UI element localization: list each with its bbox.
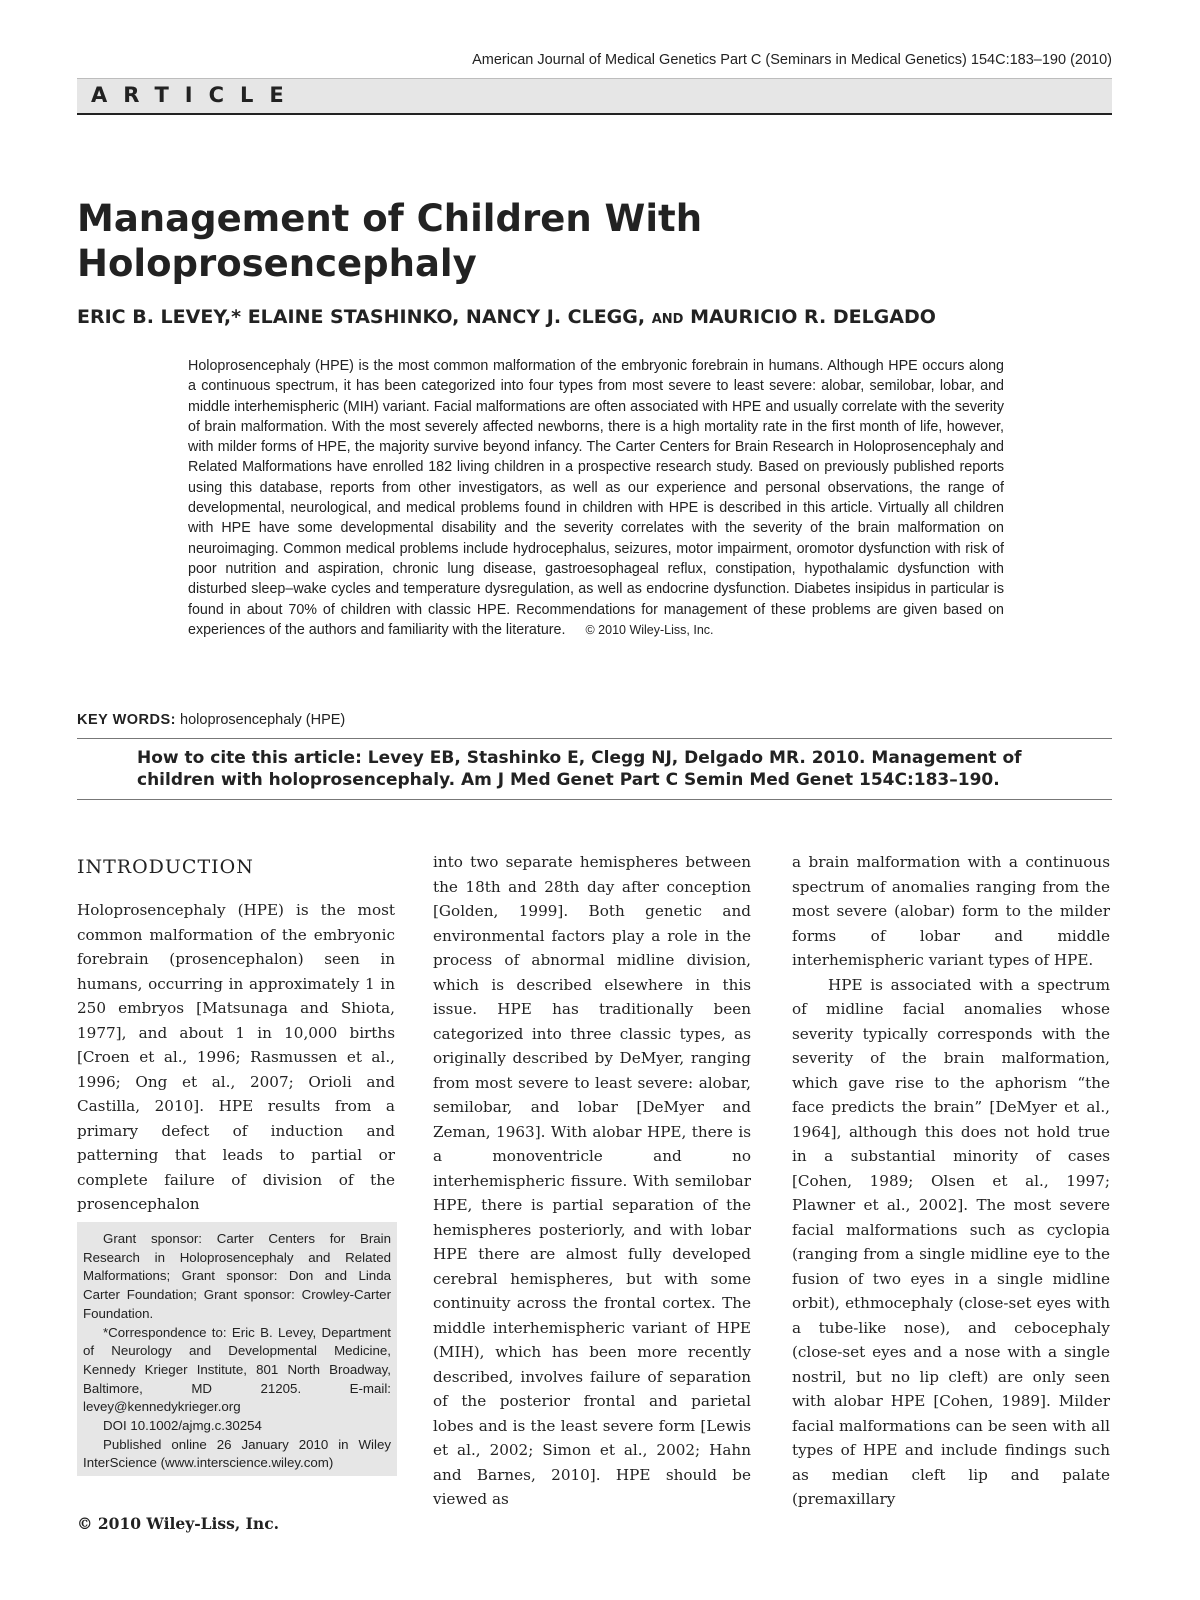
authors-and: AND	[651, 312, 684, 327]
authors-part-1: ERIC B. LEVEY,* ELAINE STASHINKO, NANCY J. CLEGG,	[77, 306, 646, 328]
footnote-correspondence: *Correspondence to: Eric B. Levey, Department of Neurology and Developmental Medicine, Kennedy Krieger Institute, 801 North Broadway, Baltimore, MD 21205. E-mail: levey@kennedykrieger.org	[83, 1324, 391, 1415]
footnote-box	[77, 1222, 397, 1476]
body-paragraph: into two separate hemispheres between the 18th and 28th day after conception [Golden, 1999]. Both genetic and environmental factors play a role in the process of abnormal midline division, which is described elsewhere in this issue. HPE has traditionally been categorized into three classic types, as originally described by DeMyer, ranging from most severe to least severe: alobar, semilobar, and lobar [DeMyer and Zeman, 1963]. With alobar HPE, there is a monoventricle and no interhemispheric fissure. With semilobar HPE, there is partial separation of the hemispheres posteriorly, and with lobar HPE there are almost fully developed cerebral hemispheres, but with some continuity across the frontal cortex. The middle interhemispheric variant of HPE (MIH), which has been more recently described, involves failure of separation of the posterior frontal and parietal lobes and is the least severe form [Lewis et al., 2002; Simon et al., 2002; Hahn and Barnes, 2010]. HPE should be viewed as	[433, 853, 751, 1508]
footnote-doi: DOI 10.1002/ajmg.c.30254	[103, 1418, 262, 1434]
footnote-published: Published online 26 January 2010 in Wiley InterScience (www.interscience.wiley.com)	[83, 1436, 391, 1471]
body-column-3	[792, 850, 1110, 1512]
abstract-copyright: © 2010 Wiley-Liss, Inc.	[585, 622, 714, 637]
article-type-bar	[77, 78, 1112, 115]
citation-text: How to cite this article: Levey EB, Stashinko E, Clegg NJ, Delgado MR. 2010. Management of children with holoprosencephaly. Am J Med Genet Part C Semin Med Genet 154C:183–190.	[137, 748, 1022, 790]
authors-part-2: MAURICIO R. DELGADO	[690, 306, 936, 328]
body-column-2	[433, 850, 751, 1512]
abstract-text: Holoprosencephaly (HPE) is the most common malformation of the embryonic forebrain in humans. Although HPE occurs along a continuous spectrum, it has been categorized into four types from most severe to least severe: alobar, semilobar, lobar, and middle interhemispheric (MIH) variant. Facial malformations are often associated with HPE and usually correlate with the severity of brain malformation. With the most severely affected newborns, there is a high mortality rate in the first month of life, however, with milder forms of HPE, the majority survive beyond infancy. The Carter Centers for Brain Research in Holoprosencephaly and Related Malformations have enrolled 182 living children in a prospective research study. Based on previously published reports using this database, reports from other investigators, as well as our experience and personal observations, the range of developmental, neurological, and medical problems found in children with HPE is described in this article. Virtually all children with HPE have some developmental disability and the severity correlates with the severity of the brain malformation on neuroimaging. Common medical problems include hydrocephalus, seizures, motor impairment, oromotor dysfunction with risk of poor nutrition and aspiration, chronic lung disease, gastroesophageal reflux, constipation, hypothalamic dysfunction with disturbed sleep–wake cycles and temperature dysregulation, as well as endocrine dysfunction. Diabetes insipidus in particular is found in about 70% of children with classic HPE. Recommendations for management of these problems are given based on experiences of the authors and familiarity with the literature.	[188, 358, 1004, 638]
article-title: Management of Children With Holoprosencephaly	[77, 197, 703, 285]
journal-citation-header: American Journal of Medical Genetics Part C (Seminars in Medical Genetics) 154C:183–190 (2010)	[472, 52, 1112, 68]
keywords	[77, 712, 345, 728]
body-paragraph: a brain malformation with a continuous spectrum of anomalies ranging from the most severe (alobar) form to the milder forms of lobar and middle interhemispheric variant types of HPE.	[792, 853, 1110, 969]
page-copyright-footer: © 2010 Wiley-Liss, Inc.	[77, 1514, 280, 1533]
citation-box	[77, 738, 1112, 800]
footnote-grant: Grant sponsor: Carter Centers for Brain Research in Holoprosencephaly and Related Malformations; Grant sponsor: Don and Linda Carter Foundation; Grant sponsor: Crowley-Carter Foundation.	[83, 1231, 391, 1321]
keywords-value: holoprosencephaly (HPE)	[180, 712, 346, 728]
keywords-label: KEY WORDS:	[77, 712, 176, 728]
section-heading-introduction: INTRODUCTION	[77, 856, 254, 878]
body-column-1	[77, 898, 395, 1217]
body-paragraph: HPE is associated with a spectrum of midline facial anomalies whose severity typically corresponds with the severity of the brain malformation, which gave rise to the aphorism “the face predicts the brain” [DeMyer et al., 1964], although this does not hold true in a substantial minority of cases [Cohen, 1989; Olsen et al., 1997; Plawner et al., 2002]. The most severe facial malformations such as cyclopia (ranging from a single midline eye to the fusion of two eyes in a single midline orbit), ethmocephaly (close-set eyes with a tube-like nose), and cebocephaly (close-set eyes and a nose with a single nostril, but no lip cleft) are only seen with alobar HPE [Cohen, 1989]. Milder facial malformations can be seen with all types of HPE and include findings such as median cleft lip and palate (premaxillary	[792, 975, 1110, 1508]
author-list	[77, 306, 1112, 328]
body-paragraph: Holoprosencephaly (HPE) is the most common malformation of the embryonic forebrain (prosencephalon) seen in humans, occurring in approximately 1 in 250 embryos [Matsunaga and Shiota, 1977], and about 1 in 10,000 births [Croen et al., 1996; Rasmussen et al., 1996; Ong et al., 2007; Orioli and Castilla, 2010]. HPE results from a primary defect of induction and patterning that leads to partial or complete failure of division of the prosencephalon	[77, 901, 395, 1213]
abstract	[188, 356, 1004, 640]
article-type-label: ARTICLE	[91, 83, 300, 107]
footnote-text	[83, 1230, 391, 1473]
